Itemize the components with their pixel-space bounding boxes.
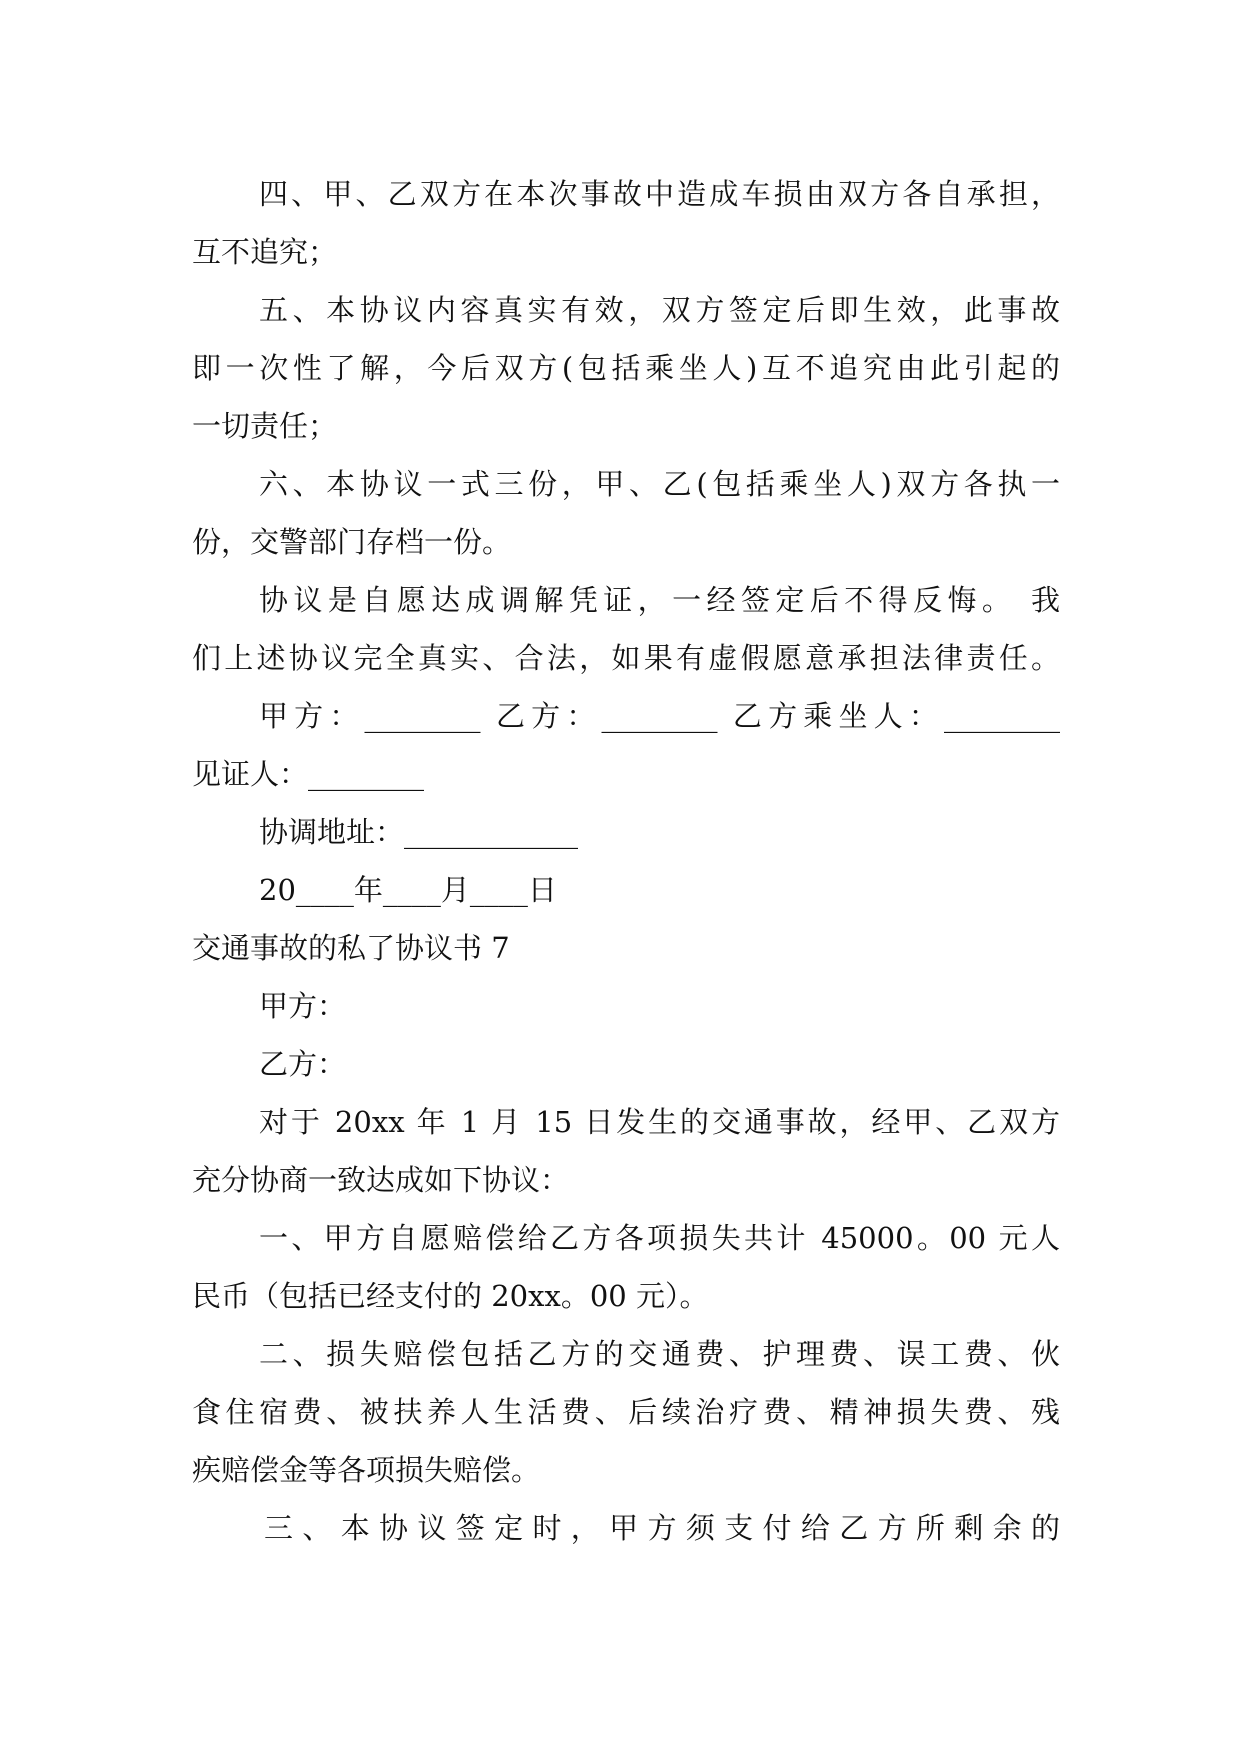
text-line: 充分协商一致达成如下协议： [192,1163,570,1197]
text-line: 四、甲、乙双方在本次事故中造成车损由双方各自承担， [259,177,1060,211]
text-line: 协调地址：____________ [259,815,579,849]
text-line: 乙方： [259,1047,347,1081]
text-line: 互不追究； [192,235,338,269]
text-line: 20____年____月____日 [259,873,557,907]
text-line: 们上述协议完全真实、合法，如果有虚假愿意承担法律责任。 [192,641,1060,675]
text-line: 六、本协议一式三份，甲、乙(包括乘坐人)双方各执一 [259,467,1060,501]
text-line: 份，交警部门存档一份。 [192,525,512,559]
text-line: 食住宿费、被扶养人生活费、后续治疗费、精神损失费、残 [192,1395,1060,1429]
text-line: 民币（包括已经支付的 20xx。00 元）。 [192,1279,709,1313]
text-line: 协议是自愿达成调解凭证，一经签定后不得反悔。 我 [259,583,1060,617]
text-line: 即一次性了解，今后双方(包括乘坐人)互不追究由此引起的 [192,351,1060,385]
text-line: 一、甲方自愿赔偿给乙方各项损失共计 45000。00 元人 [259,1221,1060,1255]
text-line: 交通事故的私了协议书 7 [192,931,510,965]
text-line: 见证人：________ [192,757,425,791]
text-line: 三、本协议签定时，甲方须支付给乙方所剩余的 [264,1511,1060,1545]
text-line: 疾赔偿金等各项损失赔偿。 [192,1453,541,1487]
document-page [192,165,1060,1557]
text-line: 一切责任； [192,409,338,443]
text-line: 五、本协议内容真实有效，双方签定后即生效，此事故 [259,293,1060,327]
text-line: 二、损失赔偿包括乙方的交通费、护理费、误工费、伙 [259,1337,1060,1371]
text-line: 甲方： [259,989,347,1023]
text-line: 甲方：________ 乙方：________ 乙方乘坐人：________ [259,699,1060,733]
text-line: 对于 20xx 年 1 月 15 日发生的交通事故，经甲、乙双方 [259,1105,1060,1139]
